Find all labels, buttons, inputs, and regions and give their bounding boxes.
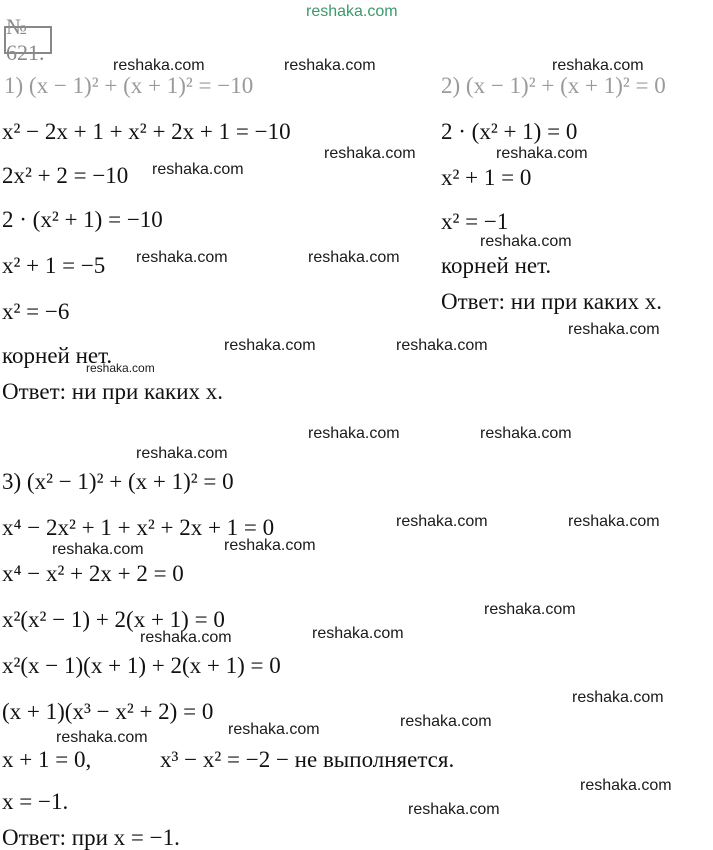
part2-heading: 2) (x − 1)² + (x + 1)² = 0 (441, 73, 666, 98)
part1-line: x² + 1 = −5 (2, 253, 106, 278)
part2-line: 2 · (x² + 1) = 0 (441, 119, 578, 144)
part1-line: x² = −6 (2, 299, 70, 324)
part3-answer: Ответ: при x = −1. (2, 825, 180, 850)
watermark: reshaka.com (152, 161, 244, 178)
part3-line: x = −1. (2, 789, 69, 814)
watermark: reshaka.com (284, 57, 376, 74)
watermark: reshaka.com (480, 425, 572, 442)
part3-heading: 3) (x² − 1)² + (x + 1)² = 0 (2, 469, 234, 494)
part3-line: x + 1 = 0, (2, 747, 92, 772)
part1-line: корней нет. (2, 343, 113, 368)
watermark: reshaka.com (400, 713, 492, 730)
part1-line: 2x² + 2 = −10 (2, 163, 129, 188)
watermark: reshaka.com (136, 249, 228, 266)
watermark: reshaka.com (396, 337, 488, 354)
watermark: reshaka.com (140, 629, 232, 646)
part2-line: x² = −1 (441, 209, 509, 234)
part1-heading: 1) (x − 1)² + (x + 1)² = −10 (4, 73, 254, 98)
watermark: reshaka.com (308, 425, 400, 442)
watermark: reshaka.com (568, 321, 660, 338)
part2-line: корней нет. (441, 253, 552, 278)
watermark: reshaka.com (408, 801, 500, 818)
watermark: reshaka.com (312, 625, 404, 642)
part3-line: x⁴ − 2x² + 1 + x² + 2x + 1 = 0 (2, 515, 275, 540)
part1-answer: Ответ: ни при каких x. (2, 379, 224, 404)
watermark: reshaka.com (572, 689, 664, 706)
watermark: reshaka.com (396, 513, 488, 530)
part3-line: x²(x² − 1) + 2(x + 1) = 0 (2, 607, 225, 632)
part2-line: x² + 1 = 0 (441, 165, 532, 190)
watermark: reshaka.com (324, 145, 416, 162)
part1-line: x² − 2x + 1 + x² + 2x + 1 = −10 (2, 119, 291, 144)
part2-answer: Ответ: ни при каких x. (441, 289, 663, 314)
watermark-top: reshaka.com (306, 3, 398, 20)
watermark: reshaka.com (552, 57, 644, 74)
watermark: reshaka.com (56, 729, 148, 746)
watermark: reshaka.com (224, 537, 316, 554)
watermark: reshaka.com (480, 233, 572, 250)
watermark: reshaka.com (484, 601, 576, 618)
part1-line: 2 · (x² + 1) = −10 (2, 207, 163, 232)
watermark: reshaka.com (308, 249, 400, 266)
watermark: reshaka.com (86, 361, 155, 375)
watermark: reshaka.com (224, 337, 316, 354)
part3-line: x²(x − 1)(x + 1) + 2(x + 1) = 0 (2, 653, 281, 678)
watermark: reshaka.com (136, 445, 228, 462)
watermark: reshaka.com (228, 721, 320, 738)
watermark: reshaka.com (496, 145, 588, 162)
watermark: reshaka.com (580, 777, 672, 794)
watermark: reshaka.com (52, 541, 144, 558)
watermark: reshaka.com (113, 57, 205, 74)
part3-line: (x + 1)(x³ − x² + 2) = 0 (2, 699, 214, 724)
problem-number-badge: № 621. (4, 26, 52, 54)
watermark: reshaka.com (568, 513, 660, 530)
part3-line: x³ − x² = −2 − не выполняется. (160, 747, 455, 772)
part3-line: x⁴ − x² + 2x + 2 = 0 (2, 561, 184, 586)
